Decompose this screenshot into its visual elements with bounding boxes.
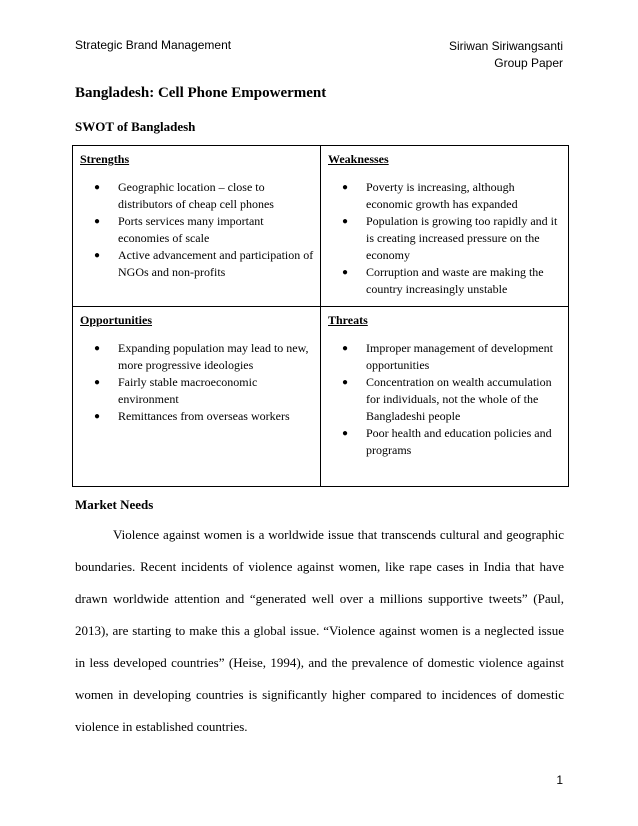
swot-row-bottom xyxy=(73,307,569,487)
swot-table xyxy=(72,145,569,487)
swot-cell-opportunities xyxy=(73,307,321,487)
section-heading-market-needs: Market Needs xyxy=(75,497,154,512)
list-item: ● Corruption and waste are making the country increasingly unstable xyxy=(366,264,562,298)
page-title: Bangladesh: Cell Phone Empowerment xyxy=(75,85,327,101)
list-item: ● Concentration on wealth accumulation for individuals, not the whole of the Bangladeshi people xyxy=(366,374,562,425)
threats-heading: Threats xyxy=(328,313,368,327)
list-item: ● Ports services many important economies of scale xyxy=(118,213,314,247)
header-course: Strategic Brand Management xyxy=(75,38,232,52)
strengths-heading: Strengths xyxy=(80,152,130,166)
list-item: ● Fairly stable macroeconomic environment xyxy=(118,374,314,408)
weaknesses-list xyxy=(328,179,562,298)
list-item: ● Population is growing too rapidly and it is creating increased pressure on the economy xyxy=(366,213,562,264)
page-number: 1 xyxy=(556,773,563,787)
header-author-block xyxy=(449,38,563,72)
swot-row-top xyxy=(73,146,569,307)
opportunities-heading: Opportunities xyxy=(80,313,153,327)
swot-cell-threats xyxy=(321,307,569,487)
swot-cell-weaknesses xyxy=(321,146,569,307)
list-item: ● Geographic location – close to distributors of cheap cell phones xyxy=(118,179,314,213)
market-needs-paragraph xyxy=(75,519,564,743)
swot-cell-strengths xyxy=(73,146,321,307)
section-heading-swot: SWOT of Bangladesh xyxy=(75,119,196,134)
market-needs-text: Violence against women is a worldwide issue that transcends cultural and geographic boundaries. Recent incidents of violence against women, like rape cases in India that have drawn worldwide attention and “generated well over a millions supportive tweets” (Paul, 2013), are starting to make this a global issue. “Violence against women is a neglected issue in less developed countries” (Heise, 1994), and the prevalence of domestic violence against women in developing countries is significantly higher compared to incidences of domestic violence in established countries. xyxy=(75,527,564,734)
weaknesses-heading: Weaknesses xyxy=(328,152,389,166)
list-item: ● Active advancement and participation of NGOs and non-profits xyxy=(118,247,314,281)
list-item: ● Poor health and education policies and programs xyxy=(366,425,562,459)
list-item: ● Poverty is increasing, although economic growth has expanded xyxy=(366,179,562,213)
strengths-list xyxy=(80,179,314,281)
header-paper-type: Group Paper xyxy=(494,56,563,70)
list-item: ● Expanding population may lead to new, more progressive ideologies xyxy=(118,340,314,374)
opportunities-list xyxy=(80,340,314,425)
list-item: ● Remittances from overseas workers xyxy=(118,408,314,425)
threats-list xyxy=(328,340,562,459)
list-item: ● Improper management of development opportunities xyxy=(366,340,562,374)
header-author: Siriwan Siriwangsanti xyxy=(448,39,563,53)
